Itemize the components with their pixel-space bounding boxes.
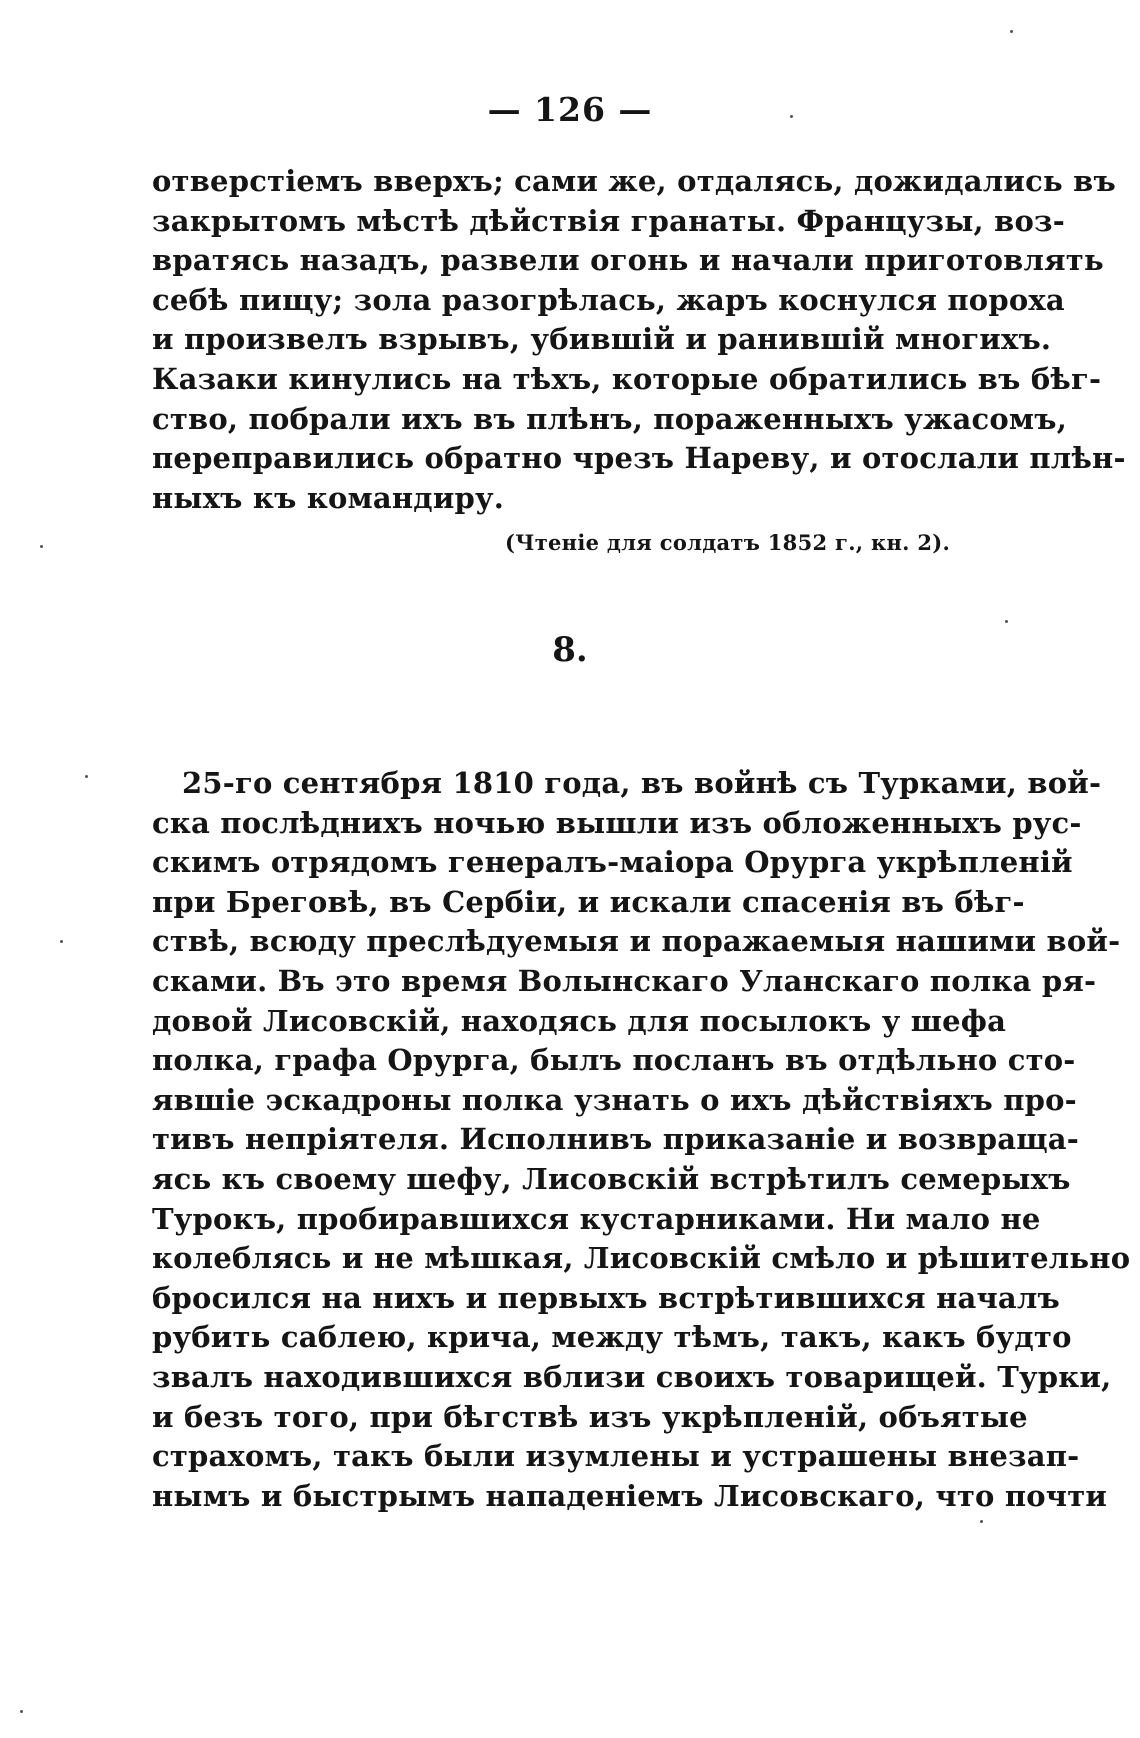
paragraph-2-line: довой Лисовскій, находясь для посылокъ у шефа — [152, 1003, 1007, 1038]
paragraph-1-line: себѣ пищу; зола разогрѣлась, жаръ коснулся пороха — [152, 282, 1065, 317]
scan-speck — [40, 545, 43, 548]
citation: (Чтеніе для солдатъ 1852 г., кн. 2). — [505, 530, 951, 555]
paragraph-1-line: Казаки кинулись на тѣхъ, которые обратились въ бѣг- — [152, 361, 1102, 396]
paragraph-2-line: тивъ непріятеля. Исполнивъ приказаніе и возвраща- — [152, 1122, 1080, 1157]
page-number: — 126 — — [487, 90, 653, 129]
paragraph-2-line: колеблясь и не мѣшкая, Лисовскій смѣло и рѣшительно — [152, 1241, 1131, 1276]
paragraph-1-line: закрытомъ мѣстѣ дѣйствія гранаты. Французы, воз- — [152, 203, 1065, 238]
paragraph-2-line: полка, графа Орурга, былъ посланъ въ отдѣльно сто- — [152, 1043, 1076, 1078]
paragraph-2-line: бросился на нихъ и первыхъ встрѣтившихся началъ — [152, 1280, 1060, 1315]
paragraph-1 — [152, 162, 1126, 518]
scan-speck — [60, 940, 63, 943]
paragraph-2-line: нымъ и быстрымъ нападеніемъ Лисовскаго, что почти — [152, 1478, 1108, 1513]
scan-speck — [980, 1520, 983, 1523]
paragraph-2-line: скимъ отрядомъ генералъ-маіора Орурга укрѣпленій — [152, 845, 1073, 880]
section-number: 8. — [552, 630, 588, 670]
paragraph-1-line: ныхъ къ командиру. — [152, 480, 505, 515]
paragraph-2-line: Турокъ, пробиравшихся кустарниками. Ни мало не — [152, 1201, 1041, 1236]
paragraph-2-line: при Бреговѣ, въ Сербіи, и искали спасенія въ бѣг- — [152, 884, 1025, 919]
paragraph-1-line: переправились обратно чрезъ Нареву, и отослали плѣн- — [152, 441, 1126, 476]
scan-speck — [20, 1710, 23, 1713]
scan-speck — [85, 775, 88, 778]
paragraph-2 — [152, 764, 1131, 1516]
scan-speck — [1005, 620, 1008, 623]
paragraph-2-line: ствѣ, всюду преслѣдуемыя и поражаемыя нашими вой- — [152, 924, 1121, 959]
paragraph-2-line: 25-го сентября 1810 года, въ войнѣ съ Турками, вой- — [182, 766, 1102, 800]
paragraph-2-line: страхомъ, такъ были изумлены и устрашены внезап- — [152, 1439, 1080, 1474]
scan-speck — [790, 115, 793, 118]
paragraph-1-line: и произвелъ взрывъ, убившій и ранившій многихъ. — [152, 322, 1052, 357]
paragraph-2-line: и безъ того, при бѣгствѣ изъ укрѣпленій, объятые — [152, 1399, 1028, 1434]
paragraph-1-line: вратясь назадъ, развели огонь и начали приготовлять — [152, 243, 1104, 278]
paragraph-2-line: звалъ находившихся вблизи своихъ товарищей. Турки, — [152, 1359, 1112, 1394]
paragraph-2-line: ясь къ своему шефу, Лисовскій встрѣтилъ семерыхъ — [152, 1161, 1071, 1196]
scan-speck — [1010, 30, 1013, 33]
paragraph-1-line: ство, побрали ихъ въ плѣнъ, пораженныхъ ужасомъ, — [152, 401, 1068, 436]
paragraph-2-line: ска послѣднихъ ночью вышли изъ обложенныхъ рус- — [152, 805, 1082, 840]
paragraph-2-line: рубить саблею, крича, между тѣмъ, такъ, какъ будто — [152, 1320, 1072, 1355]
paragraph-1-line: отверстіемъ вверхъ; сами же, отдалясь, дожидались въ — [152, 164, 1116, 198]
paragraph-2-line: сками. Въ это время Волынскаго Уланскаго полка ря- — [152, 963, 1097, 998]
paragraph-2-line: явшіе эскадроны полка узнать о ихъ дѣйствіяхъ про- — [152, 1082, 1077, 1117]
